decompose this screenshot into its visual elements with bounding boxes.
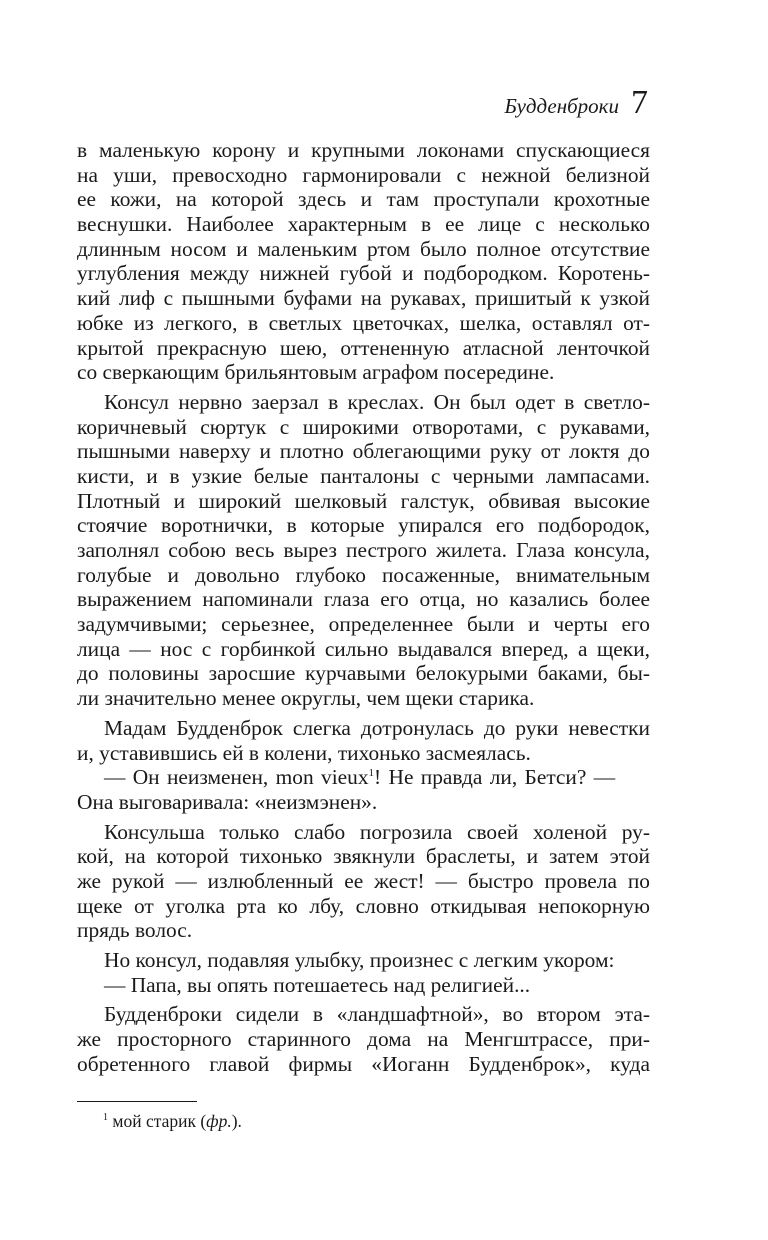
text-line: веснушки. Наиболее характерным в ее лице с несколько	[77, 212, 650, 237]
text-line: ли значительно менее округлы, чем щеки старика.	[77, 686, 535, 711]
text-line: и, уставившись ей в колени, тихонько засмеялась.	[77, 740, 531, 765]
text-line: ее кожи, на которой здесь и там проступали крохотные	[77, 187, 650, 212]
text-line: пышными наверху и плотно облегающими руку от локтя до	[77, 439, 650, 464]
text-line: Консул нервно заерзал в креслах. Он был одет в светло-	[104, 389, 650, 414]
text-line: кий лиф с пышными буфами на рукавах, пришитый к узкой	[77, 286, 650, 311]
footnote-abbr: фр.	[206, 1111, 232, 1131]
body-text	[77, 138, 650, 1076]
text-line: со сверкающим брильянтовым аграфом посередине.	[77, 360, 555, 385]
text-line: стоячие воротнички, в которые упирался его подбородок,	[77, 513, 650, 538]
footnote-marker: 1	[103, 1112, 108, 1124]
footnote	[103, 1111, 242, 1132]
page-header	[504, 86, 648, 120]
text-line: прядь волос.	[77, 918, 193, 943]
text-line: — Папа, вы опять потешаетесь над религией...	[104, 972, 531, 997]
text-line: коричневый сюртук с широкими отворотами, с рукавами,	[77, 414, 650, 439]
text-line: Она выговаривала: «неизмэнен».	[77, 789, 378, 814]
paragraph-5	[77, 820, 650, 943]
text-line: углубления между нижней губой и подбородком. Коротень-	[77, 261, 650, 286]
text-line: на уши, превосходно гармонировали с нежной белизной	[77, 162, 650, 187]
text-line: Но консул, подавляя улыбку, произнес с легким укором:	[104, 948, 615, 972]
text-fragment: ! Не правда ли, Бетси? —	[374, 765, 616, 790]
running-title: Будденброки	[504, 94, 619, 118]
paragraph-8	[77, 1002, 650, 1076]
text-line: до половины заросшие курчавыми белокурыми баками, бы-	[77, 661, 650, 686]
footnote-divider	[77, 1101, 197, 1102]
page-number: 7	[631, 84, 648, 121]
text-line: крытой прекрасную шею, оттененную атласной ленточкой	[77, 335, 650, 360]
text-line: Будденброки сидели в «ландшафтной», во втором эта-	[104, 1002, 650, 1027]
paragraph-7	[77, 973, 650, 998]
text-line: же рукой — излюбленный ее жест! — быстро провела по	[77, 868, 650, 893]
text-line-with-footnote	[77, 765, 650, 790]
text-line: задумчивыми; серьезнее, определеннее были и черты его	[77, 612, 650, 637]
text-line: щеке от уголка рта ко лбу, словно откидывая непокорную	[77, 893, 650, 918]
paragraph-2	[77, 390, 650, 711]
text-line: в маленькую корону и крупными локонами спускающиеся	[77, 138, 650, 162]
text-line: Консульша только слабо погрозила своей холеной ру-	[104, 819, 650, 844]
text-line: юбке из легкого, в светлых цветочках, шелка, оставлял от-	[77, 310, 650, 335]
text-line: длинным носом и маленьким ртом было полное отсутствие	[77, 236, 650, 261]
text-line: кой, на которой тихонько звякнули браслеты, и затем этой	[77, 844, 650, 869]
text-line: голубые и довольно глубоко посаженные, внимательным	[77, 562, 650, 587]
text-line: обретенного главой фирмы «Иоганн Будденброк», куда	[77, 1051, 650, 1076]
text-line: выражением напоминали глаза его отца, но казались более	[77, 587, 650, 612]
text-line: Плотный и широкий шелковый галстук, обвивая высокие	[77, 488, 650, 513]
text-line: заполнял собою весь вырез пестрого жилета. Глаза консула,	[77, 538, 650, 562]
text-line: Мадам Будденброк слегка дотронулась до руки невестки	[104, 715, 650, 740]
text-line: лица — нос с горбинкой сильно выдавался вперед, а щеки,	[77, 636, 650, 661]
paragraph-3	[77, 716, 650, 765]
footnote-text: мой старик (	[108, 1111, 207, 1131]
text-line: же просторного старинного дома на Менгштрассе, при-	[77, 1027, 650, 1052]
paragraph-1	[77, 138, 650, 385]
footnote-ref: 1	[368, 767, 375, 780]
text-fragment: — Он неизменен, mon vieux	[104, 765, 369, 790]
paragraph-4	[77, 765, 650, 814]
paragraph-6	[77, 948, 650, 973]
text-line: кисти, и в узкие белые панталоны с черными лампасами.	[77, 463, 650, 488]
footnote-text-end: ).	[231, 1111, 242, 1131]
